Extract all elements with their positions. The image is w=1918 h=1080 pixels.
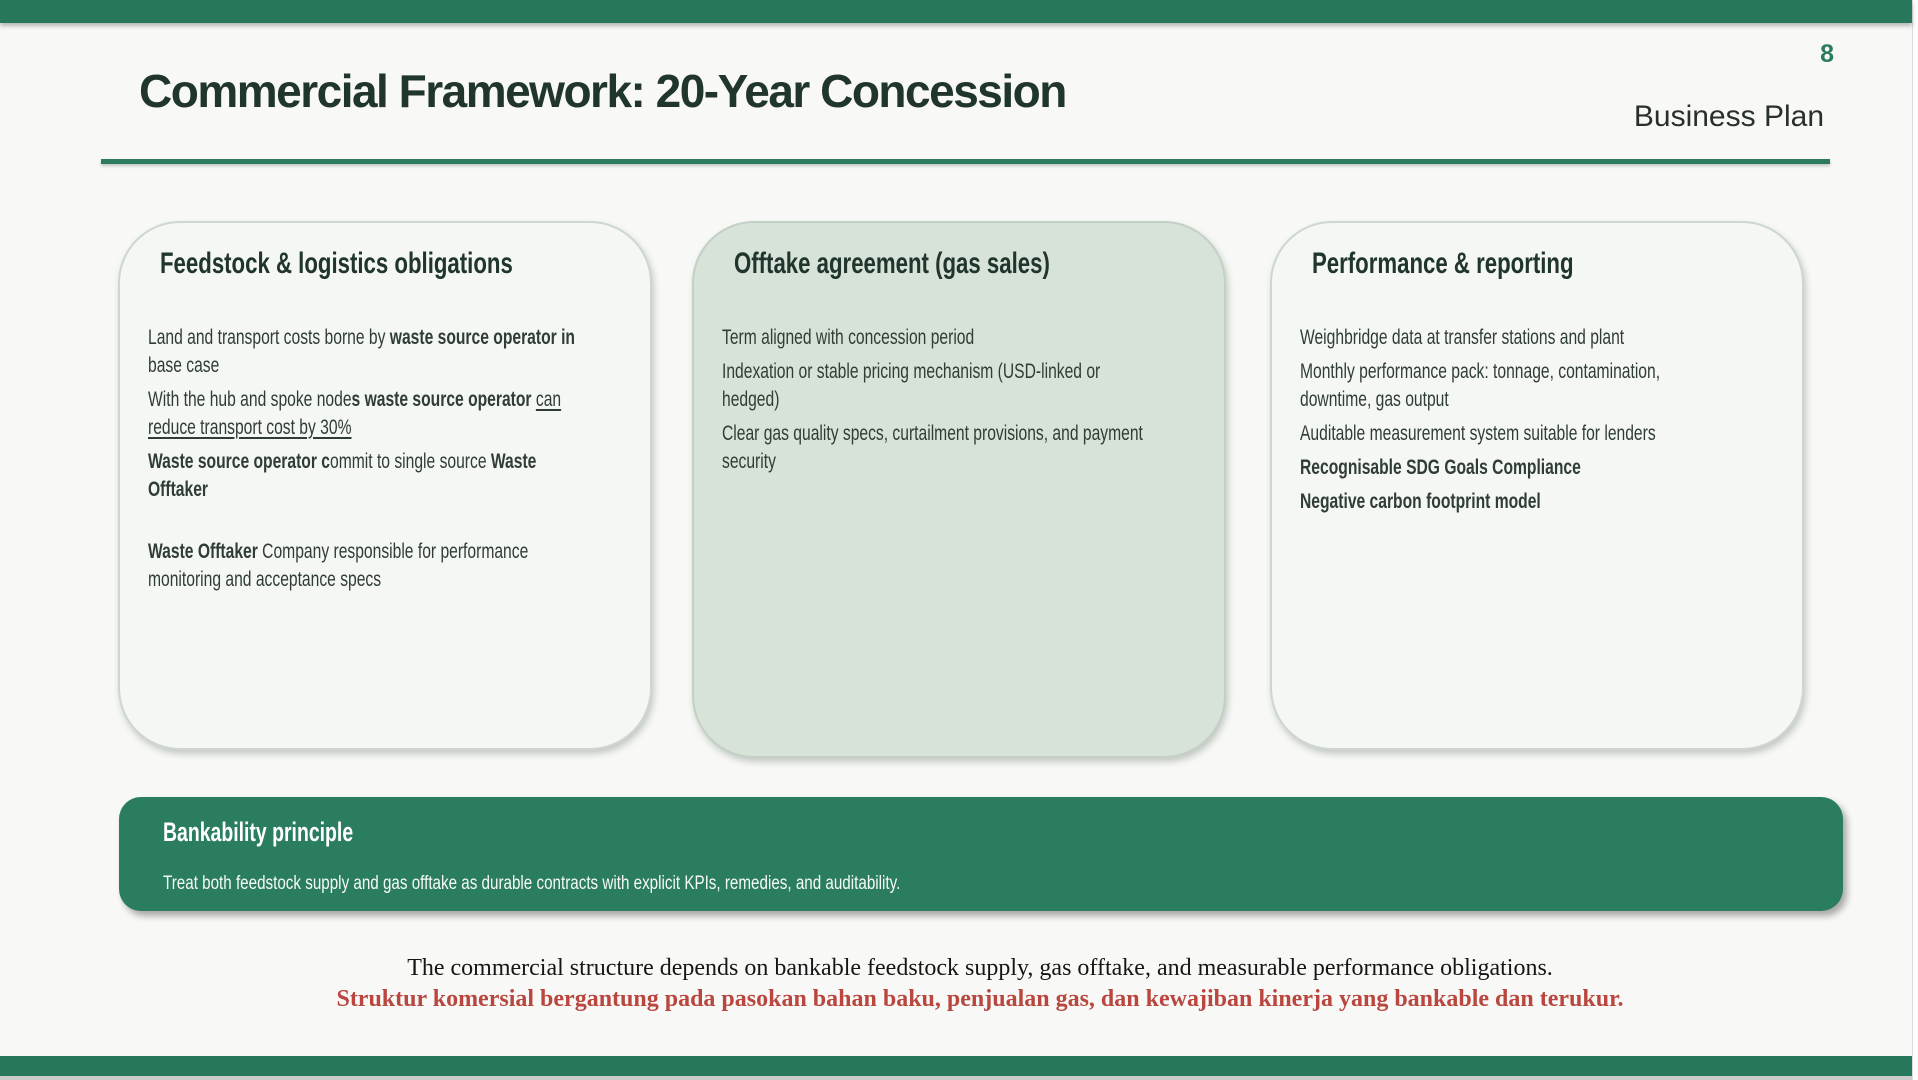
text-run: Offtaker (148, 478, 208, 501)
text-run: monitoring and acceptance specs (148, 568, 382, 591)
card-paragraph (1300, 454, 1792, 482)
text-run: can (535, 388, 562, 411)
text-run: waste source operator in (389, 326, 575, 349)
text-run: Clear gas quality specs, curtailment provisions, and payment (722, 422, 1143, 445)
text-run: Waste Offtaker (148, 540, 263, 563)
text-run: ommit to single source (330, 450, 491, 473)
text-run: Company responsible for performance (262, 540, 529, 563)
card-title: Performance & reporting (1312, 247, 1574, 280)
card-paragraph (148, 324, 640, 380)
card-paragraph (1300, 324, 1792, 352)
banner-title: Bankability principle (163, 817, 354, 847)
footer-summary-english: The commercial structure depends on bankable feedstock supply, gas offtake, and measurable performance obligations. (407, 955, 1553, 981)
card-feedstock-logistics (118, 221, 652, 750)
card-paragraph (148, 448, 640, 504)
text-run: Recognisable SDG Goals Compliance (1300, 456, 1581, 479)
bottom-accent-bar (0, 1056, 1912, 1076)
title-divider-rule (101, 159, 1830, 164)
deck-label: Business Plan (1633, 100, 1824, 133)
bottom-edge-shadow (0, 1076, 1912, 1080)
text-run: Negative carbon footprint model (1300, 490, 1541, 513)
text-run: With the hub and spoke node (148, 388, 352, 411)
page-number: 8 (1820, 40, 1834, 68)
footer-summary-indonesian: Struktur komersial bergantung pada pasokan bahan baku, penjualan gas, dan kewajiban kinerja yang bankable dan terukur. (336, 986, 1624, 1012)
text-run: Indexation or stable pricing mechanism (USD-linked or (722, 360, 1101, 383)
card-performance-reporting (1270, 221, 1804, 750)
card-title: Feedstock & logistics obligations (160, 247, 513, 280)
text-run: s waste source operator (351, 388, 536, 411)
text-run: downtime, gas output (1300, 388, 1449, 411)
text-run: security (722, 450, 776, 473)
card-body (722, 324, 1214, 482)
banner-text: Treat both feedstock supply and gas offtake as durable contracts with explicit KPIs, remedies, and auditability. (163, 873, 901, 894)
card-paragraph (722, 358, 1214, 414)
card-body (148, 324, 640, 600)
top-accent-bar (0, 0, 1912, 23)
card-paragraph (1300, 488, 1792, 516)
card-offtake-agreement (692, 221, 1226, 758)
text-run: Term aligned with concession period (722, 326, 975, 349)
card-title: Offtake agreement (gas sales) (734, 247, 1050, 280)
card-paragraph (148, 538, 640, 594)
text-run: Auditable measurement system suitable for lenders (1300, 422, 1656, 445)
card-paragraph (1300, 358, 1792, 414)
text-run: Waste source operator c (148, 450, 331, 473)
text-run: hedged) (722, 388, 780, 411)
text-run: reduce transport cost by 30% (148, 416, 352, 439)
card-paragraph (148, 386, 640, 442)
page-title: Commercial Framework: 20-Year Concession (139, 65, 1066, 117)
text-run: Waste (490, 450, 537, 473)
text-run: Land and transport costs borne by (148, 326, 390, 349)
bankability-banner (119, 797, 1843, 911)
text-run: Weighbridge data at transfer stations and plant (1300, 326, 1625, 349)
card-paragraph (722, 324, 1214, 352)
text-run: base case (148, 354, 220, 377)
card-paragraph (722, 420, 1214, 476)
card-body (1300, 324, 1792, 522)
card-paragraph (1300, 420, 1792, 448)
text-run: Monthly performance pack: tonnage, contamination, (1300, 360, 1661, 383)
